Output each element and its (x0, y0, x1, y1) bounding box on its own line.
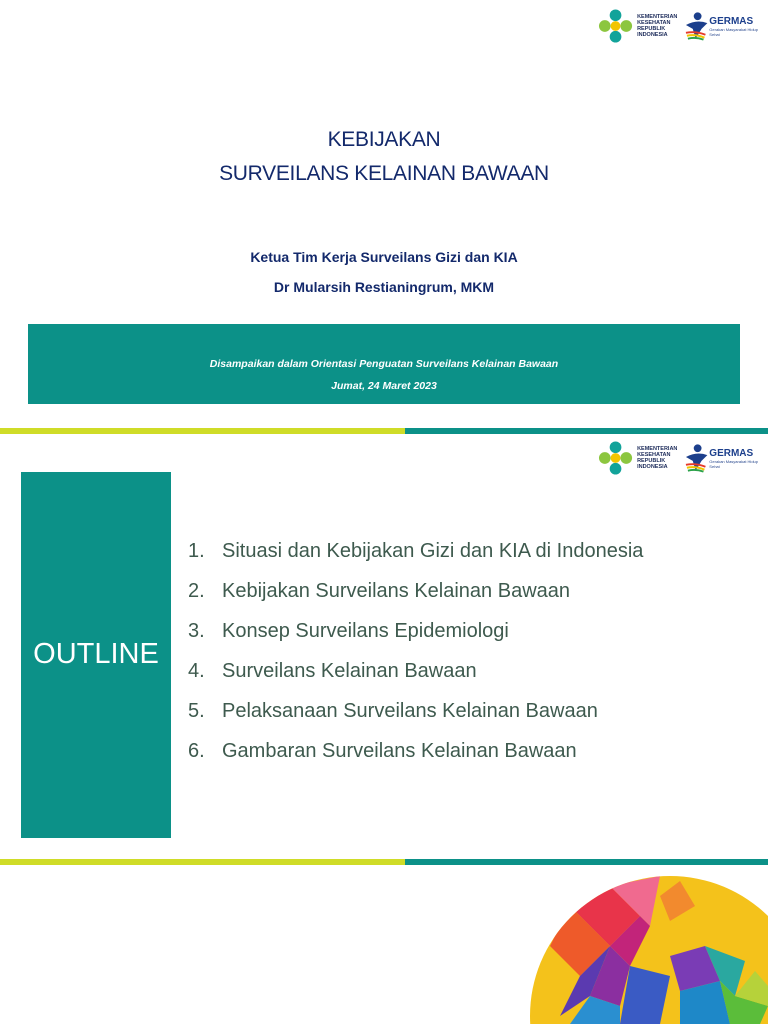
slide-title-line2: SURVEILANS KELAINAN BAWAAN (219, 162, 549, 185)
slide-title-line1: KEBIJAKAN (327, 128, 441, 151)
kemenkes-logo-icon (598, 440, 633, 476)
germas-figure-icon (684, 443, 709, 473)
germas-label: GERMAS (709, 447, 754, 459)
list-item: 1. Situasi dan Kebijakan Gizi dan KIA di Indonesia (188, 540, 644, 562)
mother-child-illustration (530, 866, 768, 1024)
germas-logo (684, 11, 768, 41)
event-band (28, 324, 740, 404)
event-date: Jumat, 24 Maret 2023 (331, 380, 437, 392)
list-item-text: Gambaran Surveilans Kelainan Bawaan (222, 740, 577, 762)
list-item: 6. Gambaran Surveilans Kelainan Bawaan (188, 740, 577, 762)
outline-panel (21, 472, 171, 838)
list-item: 4. Surveilans Kelainan Bawaan (188, 660, 477, 682)
cover-art-slide (0, 866, 768, 1024)
slide-divider (0, 859, 768, 865)
germas-label: GERMAS (709, 15, 754, 27)
germas-subtext: Gerakan Masyarakat Hidup Sehat (709, 458, 758, 469)
kemenkes-logo-icon (598, 8, 633, 44)
list-item: 2. Kebijakan Surveilans Kelainan Bawaan (188, 580, 571, 602)
ministry-logos (598, 8, 768, 44)
kemenkes-logo-text: KEMENTERIAN KESEHATAN REPUBLIK INDONESIA (637, 14, 678, 38)
list-item: 5. Pelaksanaan Surveilans Kelainan Bawaan (188, 700, 598, 722)
presenter-role: Ketua Tim Kerja Surveilans Gizi dan KIA (250, 249, 518, 265)
germas-logo (684, 443, 768, 473)
presenter-name: Dr Mularsih Restianingrum, MKM (273, 279, 495, 295)
list-item-text: Konsep Surveilans Epidemiologi (222, 620, 509, 642)
germas-figure-icon (684, 11, 709, 41)
outline-heading: OUTLINE (33, 638, 159, 670)
list-item-text: Situasi dan Kebijakan Gizi dan KIA di Indonesia (222, 540, 644, 562)
outline-slide (0, 434, 768, 859)
list-item: 3. Konsep Surveilans Epidemiologi (188, 620, 509, 642)
list-item-text: Kebijakan Surveilans Kelainan Bawaan (222, 580, 571, 602)
kemenkes-logo-text: KEMENTERIAN KESEHATAN REPUBLIK INDONESIA (637, 446, 678, 470)
outline-list (188, 540, 643, 780)
germas-subtext: Gerakan Masyarakat Hidup Sehat (709, 26, 758, 37)
list-item-text: Pelaksanaan Surveilans Kelainan Bawaan (222, 700, 598, 722)
list-item-text: Surveilans Kelainan Bawaan (222, 660, 477, 682)
ministry-logos (598, 440, 768, 476)
event-description: Disampaikan dalam Orientasi Penguatan Surveilans Kelainan Bawaan (209, 358, 559, 370)
title-slide (0, 0, 768, 428)
